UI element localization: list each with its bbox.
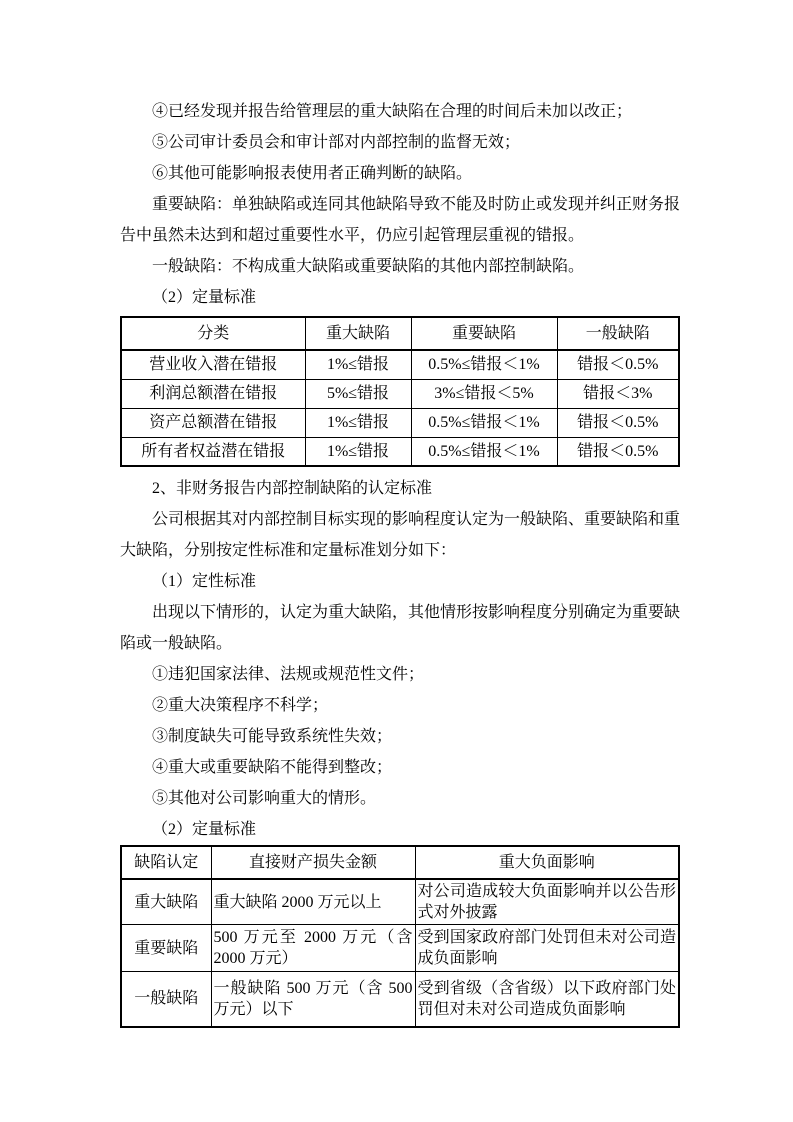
nonfinancial-section xyxy=(120,473,680,845)
header-direct-property-loss: 直接财产损失金额 xyxy=(211,846,415,879)
cell-important: 0.5%≤错报＜1% xyxy=(411,350,557,379)
item-circled-4-unrectified-deficiency: ④重大或重要缺陷不能得到整改； xyxy=(152,759,393,776)
para-important-deficiency-definition: 重要缺陷：单独缺陷或连同其他缺陷导致不能及时防止或发现并纠正财务报告中虽然未达到和超过重要性水平，仍应引起管理层重视的错报。 xyxy=(120,196,681,244)
cell-category: 利润总额潜在错报 xyxy=(121,379,305,408)
cell-major: 1%≤错报 xyxy=(305,350,411,379)
cell-category: 所有者权益潜在错报 xyxy=(121,437,305,466)
cell-major: 1%≤错报 xyxy=(305,437,411,466)
header-general-deficiency: 一般缺陷 xyxy=(557,317,679,350)
heading-quantitative-standard-financial: （2）定量标准 xyxy=(152,289,257,306)
cell-negative-impact: 对公司造成较大负面影响并以公告形式对外披露 xyxy=(415,879,679,925)
header-category: 分类 xyxy=(121,317,305,350)
item-circled-4-uncorrected-major-deficiency: ④已经发现并报告给管理层的重大缺陷在合理的时间后未加以改正； xyxy=(152,103,633,120)
financial-quantitative-standard-table xyxy=(120,316,680,467)
cell-loss-amount: 500 万元至 2000 万元（含 2000 万元） xyxy=(211,925,415,972)
header-major-deficiency: 重大缺陷 xyxy=(305,317,411,350)
cell-category: 资产总额潜在错报 xyxy=(121,408,305,437)
cell-major: 5%≤错报 xyxy=(305,379,411,408)
cell-deficiency-level: 重要缺陷 xyxy=(121,925,211,972)
nonfinancial-quantitative-standard-table xyxy=(120,845,680,1028)
item-circled-3-system-failure: ③制度缺失可能导致系统性失效； xyxy=(152,728,393,745)
item-circled-5-ineffective-supervision: ⑤公司审计委员会和审计部对内部控制的监督无效； xyxy=(152,134,521,151)
para-classification-basis: 公司根据其对内部控制目标实现的影响程度认定为一般缺陷、重要缺陷和重大缺陷，分别按定性标准和定量标准划分如下： xyxy=(120,511,681,559)
table-row-general-deficiency xyxy=(121,972,679,1027)
para-general-deficiency-definition: 一般缺陷：不构成重大缺陷或重要缺陷的其他内部控制缺陷。 xyxy=(152,258,585,275)
cell-important: 3%≤错报＜5% xyxy=(411,379,557,408)
item-circled-6-other-deficiencies: ⑥其他可能影响报表使用者正确判断的缺陷。 xyxy=(152,165,473,182)
heading-qualitative-standard: （1）定性标准 xyxy=(152,573,257,590)
para-major-deficiency-conditions: 出现以下情形的，认定为重大缺陷，其他情形按影响程度分别确定为重要缺陷或一般缺陷。 xyxy=(120,604,681,652)
cell-important: 0.5%≤错报＜1% xyxy=(411,408,557,437)
heading-nonfinancial-standard: 2、非财务报告内部控制缺陷的认定标准 xyxy=(152,480,433,497)
cell-general: 错报＜0.5% xyxy=(557,408,679,437)
item-circled-2-unscientific-decision: ②重大决策程序不科学； xyxy=(152,697,329,714)
header-deficiency-determination: 缺陷认定 xyxy=(121,846,211,879)
cell-general: 错报＜0.5% xyxy=(557,350,679,379)
item-circled-1-law-violation: ①违犯国家法律、法规或规范性文件； xyxy=(152,666,425,683)
cell-important: 0.5%≤错报＜1% xyxy=(411,437,557,466)
cell-general: 错报＜0.5% xyxy=(557,437,679,466)
cell-deficiency-level: 一般缺陷 xyxy=(121,972,211,1027)
cell-category: 营业收入潜在错报 xyxy=(121,350,305,379)
table-header-row xyxy=(121,846,679,879)
table-row-owners-equity xyxy=(121,437,679,466)
table-row-important-deficiency xyxy=(121,925,679,972)
cell-negative-impact: 受到国家政府部门处罚但未对公司造成负面影响 xyxy=(415,925,679,972)
heading-quantitative-standard-nonfinancial: （2）定量标准 xyxy=(152,821,257,838)
cell-deficiency-level: 重大缺陷 xyxy=(121,879,211,925)
header-important-deficiency: 重要缺陷 xyxy=(411,317,557,350)
cell-loss-amount: 一般缺陷 500 万元（含 500 万元）以下 xyxy=(211,972,415,1027)
cell-general: 错报＜3% xyxy=(557,379,679,408)
header-major-negative-impact: 重大负面影响 xyxy=(415,846,679,879)
table-row-operating-revenue xyxy=(121,350,679,379)
table-row-total-profit xyxy=(121,379,679,408)
table-row-major-deficiency xyxy=(121,879,679,925)
cell-major: 1%≤错报 xyxy=(305,408,411,437)
table-row-total-assets xyxy=(121,408,679,437)
table-header-row xyxy=(121,317,679,350)
cell-loss-amount: 重大缺陷 2000 万元以上 xyxy=(211,879,415,925)
cell-negative-impact: 受到省级（含省级）以下政府部门处罚但对未对公司造成负面影响 xyxy=(415,972,679,1027)
item-circled-5-other-major-impact: ⑤其他对公司影响重大的情形。 xyxy=(152,790,377,807)
